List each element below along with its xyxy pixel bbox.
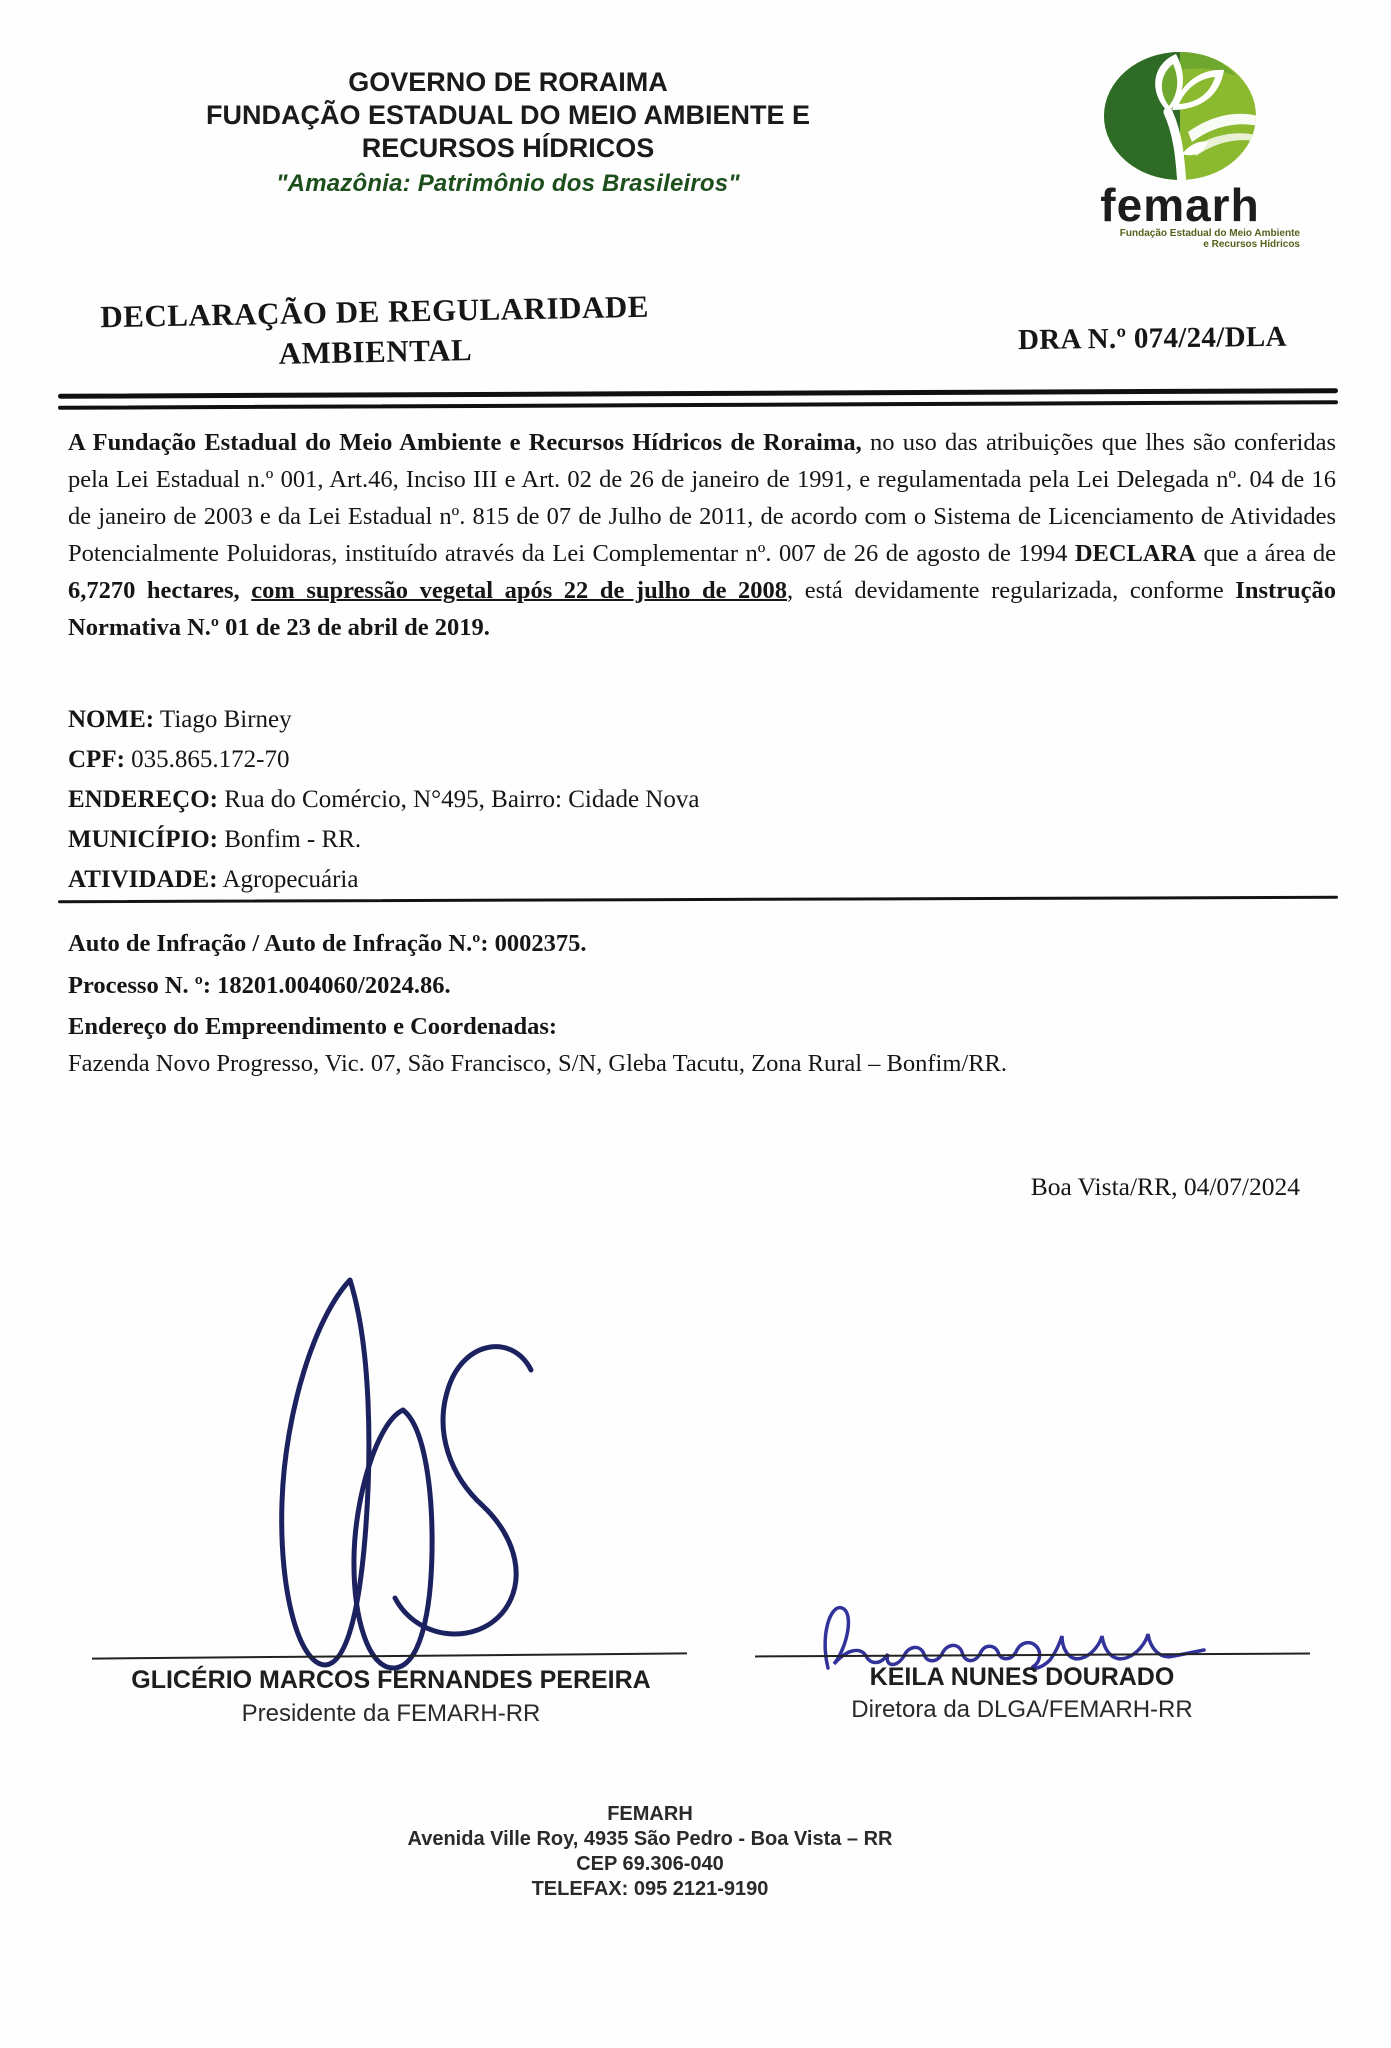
info-label: MUNICÍPIO:: [68, 826, 218, 853]
info-line-nome: [68, 700, 1336, 740]
letterhead-line1: GOVERNO DE RORAIMA: [348, 67, 668, 97]
declaration-paragraph: A Fundação Estadual do Meio Ambiente e Recursos Hídricos de Roraima, no uso das atribuições que lhes são conferidas pela Lei Estadual n.º 001, Art.46, Inciso III e Art. 02 de 26 de janeiro de 1991, e regulamentada pela Lei Delegada nº. 04 de 16 de janeiro de 2003 e da Lei Estadual nº. 815 de 07 de Julho de 2011, de acordo com o Sistema de Licenciamento de Atividades Potencialmente Poluidoras, instituído através da Lei Complementar nº. 007 de 26 de agosto de 1994 DECLARA que a área de 6,7270 hectares, com supressão vegetal após 22 de julho de 2008, está devidamente regularizada, conforme Instrução Normativa N.º 01 de 23 de abril de 2019.: [68, 429, 1343, 641]
info-value: Agropecuária: [222, 866, 359, 893]
info-line-cpf: [68, 740, 1336, 780]
letterhead-line3: RECURSOS HÍDRICOS: [361, 133, 655, 163]
info-value: Rua do Comércio, N°495, Bairro: Cidade Nova: [224, 786, 700, 813]
femarh-emblem-icon: [1096, 48, 1264, 188]
document-title-line1: DECLARAÇÃO DE REGULARIDADE: [99, 288, 650, 335]
place-date-line: Boa Vista/RR, 04/07/2024: [1030, 1172, 1300, 1201]
info-label: CPF:: [68, 746, 125, 773]
double-rule-top: [58, 388, 1338, 399]
document-title: [74, 286, 675, 378]
auto-infracao-line: Auto de Infração / Auto de Infração N.º: 0002375.: [68, 930, 587, 957]
letterhead-slogan: "Amazônia: Patrimônio dos Brasileiros": [276, 170, 740, 197]
president-signature-ink: [225, 1262, 555, 1672]
director-role: Diretora da DLGA/FEMARH-RR: [851, 1696, 1193, 1723]
letterhead: [168, 66, 848, 200]
endereco-empreendimento-value: Fazenda Novo Progresso, Vic. 07, São Francisco, S/N, Gleba Tacutu, Zona Rural – Bonfim/RR.: [68, 1050, 1008, 1077]
footer-line4: TELEFAX: 095 2121-9190: [531, 1878, 769, 1900]
info-label: ATIVIDADE:: [68, 866, 218, 893]
femarh-wordmark: femarh: [1100, 179, 1260, 231]
holder-info: [68, 700, 1336, 900]
endereco-empreendimento-label: Endereço do Empreendimento e Coordenadas:: [68, 1013, 558, 1040]
president-role: Presidente da FEMARH-RR: [241, 1700, 541, 1727]
info-line-municipio: [68, 820, 1336, 860]
info-value: Tiago Birney: [159, 706, 292, 733]
info-label: NOME:: [68, 706, 155, 733]
femarh-logo: [1050, 48, 1310, 250]
footer-line2: Avenida Ville Roy, 4935 São Pedro - Boa Vista – RR: [407, 1828, 893, 1850]
document-title-line2: AMBIENTAL: [278, 332, 473, 371]
document-number: DRA N.º 074/24/DLA: [1017, 320, 1287, 357]
info-label: ENDEREÇO:: [68, 786, 219, 813]
processo-line: Processo N. º: 18201.004060/2024.86.: [68, 972, 451, 999]
info-value: 035.865.172-70: [131, 746, 290, 773]
info-line-endereco: [68, 780, 1336, 820]
femarh-caption-line1: Fundação Estadual do Meio Ambiente: [1119, 228, 1300, 239]
footer-line1: FEMARH: [607, 1803, 693, 1825]
info-value: Bonfim - RR.: [224, 826, 362, 853]
president-name: GLICÉRIO MARCOS FERNANDES PEREIRA: [131, 1666, 651, 1694]
footer-address: [320, 1802, 980, 1902]
footer-line3: CEP 69.306-040: [576, 1853, 724, 1875]
director-name: KEILA NUNES DOURADO: [869, 1663, 1175, 1691]
letterhead-line2: FUNDAÇÃO ESTADUAL DO MEIO AMBIENTE E: [205, 100, 810, 130]
info-line-atividade: [68, 860, 1336, 900]
femarh-caption: [1050, 228, 1310, 250]
femarh-caption-line2: e Recursos Hídricos: [1203, 239, 1300, 250]
double-rule-bottom: [58, 400, 1338, 410]
